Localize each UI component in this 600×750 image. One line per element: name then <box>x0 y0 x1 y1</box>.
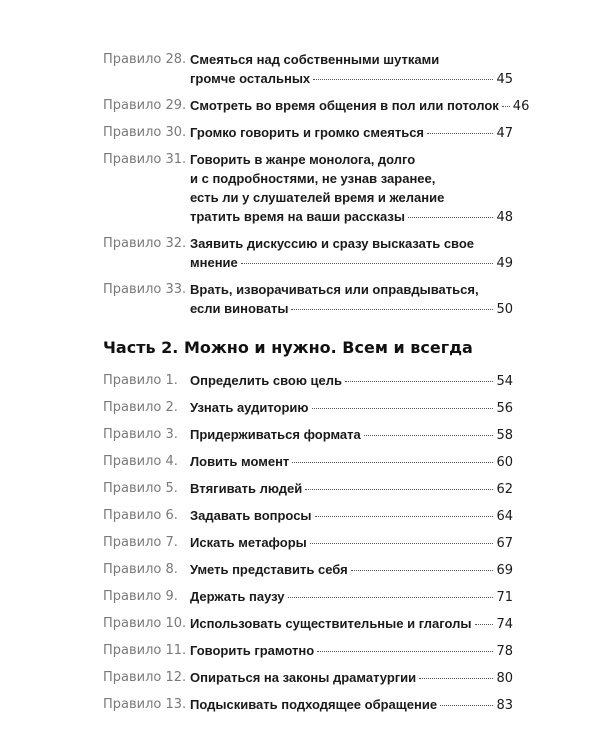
part2-rule-list <box>103 371 513 715</box>
toc-entry <box>103 668 513 688</box>
page-number: 71 <box>496 590 513 605</box>
toc-entry <box>103 587 513 607</box>
rule-title <box>190 123 513 143</box>
rule-title-text: Уметь представить себя <box>190 562 348 577</box>
rule-title-last-line <box>190 695 513 715</box>
toc-entry <box>103 560 513 580</box>
toc-entry <box>103 425 513 445</box>
page-number: 80 <box>496 671 513 686</box>
rule-title-text: Втягивать людей <box>190 481 303 496</box>
rule-title <box>190 50 513 89</box>
rule-title-text: Узнать аудиторию <box>190 400 309 415</box>
page-number: 45 <box>496 72 513 87</box>
rule-title <box>190 641 513 661</box>
rule-title <box>190 506 513 526</box>
rule-title-text: громче остальных <box>190 71 311 86</box>
rule-title-text: Задавать вопросы <box>190 508 312 523</box>
rule-title-text: тратить время на ваши рассказы <box>190 209 405 224</box>
rule-title-line: Говорить в жанре монолога, долго <box>190 152 416 167</box>
page-number: 83 <box>496 698 513 713</box>
rule-title <box>190 371 513 391</box>
rule-title <box>190 150 513 227</box>
rule-title-last-line <box>190 614 513 634</box>
rule-number: Правило 28. <box>103 52 187 67</box>
rule-title <box>190 234 513 273</box>
page-number: 56 <box>496 401 513 416</box>
rule-title-last-line <box>190 425 513 445</box>
rule-title-text: Ловить момент <box>190 454 290 469</box>
rule-title-last-line <box>190 533 513 553</box>
dot-leader <box>317 651 493 652</box>
rule-title-line: Врать, изворачиваться или оправдываться, <box>190 282 479 297</box>
dot-leader <box>345 381 493 382</box>
dot-leader <box>288 597 494 598</box>
rule-title-text: Смотреть во время общения в пол или потолок <box>190 98 499 113</box>
dot-leader <box>310 543 494 544</box>
rule-title <box>190 614 513 634</box>
rule-number: Правило 3. <box>103 427 178 442</box>
dot-leader <box>419 678 493 679</box>
page-number: 64 <box>496 509 513 524</box>
rule-number: Правило 5. <box>103 481 178 496</box>
rule-number: Правило 1. <box>103 373 178 388</box>
rule-title <box>190 96 529 116</box>
rule-number: Правило 11. <box>103 643 187 658</box>
part1-rule-list <box>103 50 530 319</box>
rule-title-last-line <box>190 506 513 526</box>
page-number: 46 <box>512 99 530 114</box>
rule-title-last-line <box>190 253 513 273</box>
toc-entry <box>103 641 513 661</box>
rule-title-last-line <box>190 207 513 227</box>
dot-leader <box>313 79 493 80</box>
toc-entry <box>103 479 513 499</box>
dot-leader <box>312 408 494 409</box>
dot-leader <box>292 462 493 463</box>
toc-entry <box>103 695 513 715</box>
page-number: 60 <box>496 455 513 470</box>
rule-title <box>190 668 513 688</box>
dot-leader <box>364 435 494 436</box>
rule-title-text: Использовать существительные и глаголы <box>190 616 472 631</box>
rule-number: Правило 10. <box>103 616 187 631</box>
toc-entry <box>103 50 513 89</box>
rule-title <box>190 398 513 418</box>
toc-entry <box>103 123 513 143</box>
rule-title-text: Опираться на законы драматургии <box>190 670 417 685</box>
rule-title-line: есть ли у слушателей время и желание <box>190 190 445 205</box>
page-number: 67 <box>496 536 513 551</box>
toc-entry <box>103 614 513 634</box>
rule-title <box>190 425 513 445</box>
rule-number: Правило 33. <box>103 282 187 297</box>
rule-number: Правило 9. <box>103 589 178 604</box>
dot-leader <box>305 489 493 490</box>
dot-leader <box>502 106 510 107</box>
rule-number: Правило 32. <box>103 236 187 251</box>
rule-number: Правило 6. <box>103 508 178 523</box>
rule-title-last-line <box>190 69 513 89</box>
toc-entry <box>103 371 513 391</box>
page-number: 48 <box>496 210 513 225</box>
rule-number: Правило 29. <box>103 98 187 113</box>
rule-title <box>190 280 513 319</box>
rule-title-text: мнение <box>190 255 238 270</box>
rule-title-last-line <box>190 560 513 580</box>
rule-number: Правило 31. <box>103 152 187 167</box>
page-number: 50 <box>496 302 513 317</box>
rule-title-line: Заявить дискуссию и сразу высказать свое <box>190 236 475 251</box>
rule-title-last-line <box>190 96 529 116</box>
page-number: 74 <box>496 617 513 632</box>
toc-entry <box>103 280 513 319</box>
dot-leader <box>351 570 494 571</box>
page-number: 62 <box>496 482 513 497</box>
rule-title <box>190 479 513 499</box>
page-number: 78 <box>496 644 513 659</box>
rule-number: Правило 13. <box>103 697 187 712</box>
rule-title <box>190 587 513 607</box>
dot-leader <box>315 516 494 517</box>
dot-leader <box>291 309 493 310</box>
rule-title-last-line <box>190 479 513 499</box>
rule-title-text: Определить свою цель <box>190 373 343 388</box>
rule-title-text: если виноваты <box>190 301 289 316</box>
rule-title-last-line <box>190 398 513 418</box>
toc-entry <box>103 234 513 273</box>
toc-entry <box>103 506 513 526</box>
rule-title-last-line <box>190 452 513 472</box>
dot-leader <box>427 133 493 134</box>
dot-leader <box>440 705 493 706</box>
rule-number: Правило 8. <box>103 562 178 577</box>
rule-title-text: Громко говорить и громко смеяться <box>190 125 425 140</box>
rule-title-last-line <box>190 123 513 143</box>
toc-entry <box>103 533 513 553</box>
toc-entry <box>103 96 530 116</box>
dot-leader <box>241 263 494 264</box>
page-number: 49 <box>496 256 513 271</box>
rule-title-last-line <box>190 587 513 607</box>
toc-entry <box>103 150 513 227</box>
rule-number: Правило 12. <box>103 670 187 685</box>
toc-entry <box>103 398 513 418</box>
rule-title <box>190 560 513 580</box>
dot-leader <box>475 624 494 625</box>
dot-leader <box>408 217 494 218</box>
rule-number: Правило 2. <box>103 400 178 415</box>
rule-title-line: Смеяться над собственными шутками <box>190 52 440 67</box>
rule-number: Правило 30. <box>103 125 187 140</box>
page-number: 69 <box>496 563 513 578</box>
rule-title <box>190 452 513 472</box>
rule-title <box>190 695 513 715</box>
rule-title-text: Держать паузу <box>190 589 285 604</box>
rule-title-text: Подыскивать подходящее обращение <box>190 697 438 712</box>
page-number: 54 <box>496 374 513 389</box>
rule-title-last-line <box>190 668 513 688</box>
rule-title-line: и с подробностями, не узнав заранее, <box>190 171 436 186</box>
toc-entry <box>103 452 513 472</box>
rule-title <box>190 533 513 553</box>
rule-title-last-line <box>190 641 513 661</box>
table-of-contents <box>103 50 530 722</box>
rule-number: Правило 7. <box>103 535 178 550</box>
rule-title-last-line <box>190 299 513 319</box>
page-number: 47 <box>496 126 513 141</box>
rule-title-last-line <box>190 371 513 391</box>
rule-title-text: Искать метафоры <box>190 535 307 550</box>
rule-title-text: Говорить грамотно <box>190 643 315 658</box>
page-number: 58 <box>496 428 513 443</box>
part2-heading: Часть 2. Можно и нужно. Всем и всегда <box>103 338 473 357</box>
rule-number: Правило 4. <box>103 454 178 469</box>
rule-title-text: Придерживаться формата <box>190 427 361 442</box>
